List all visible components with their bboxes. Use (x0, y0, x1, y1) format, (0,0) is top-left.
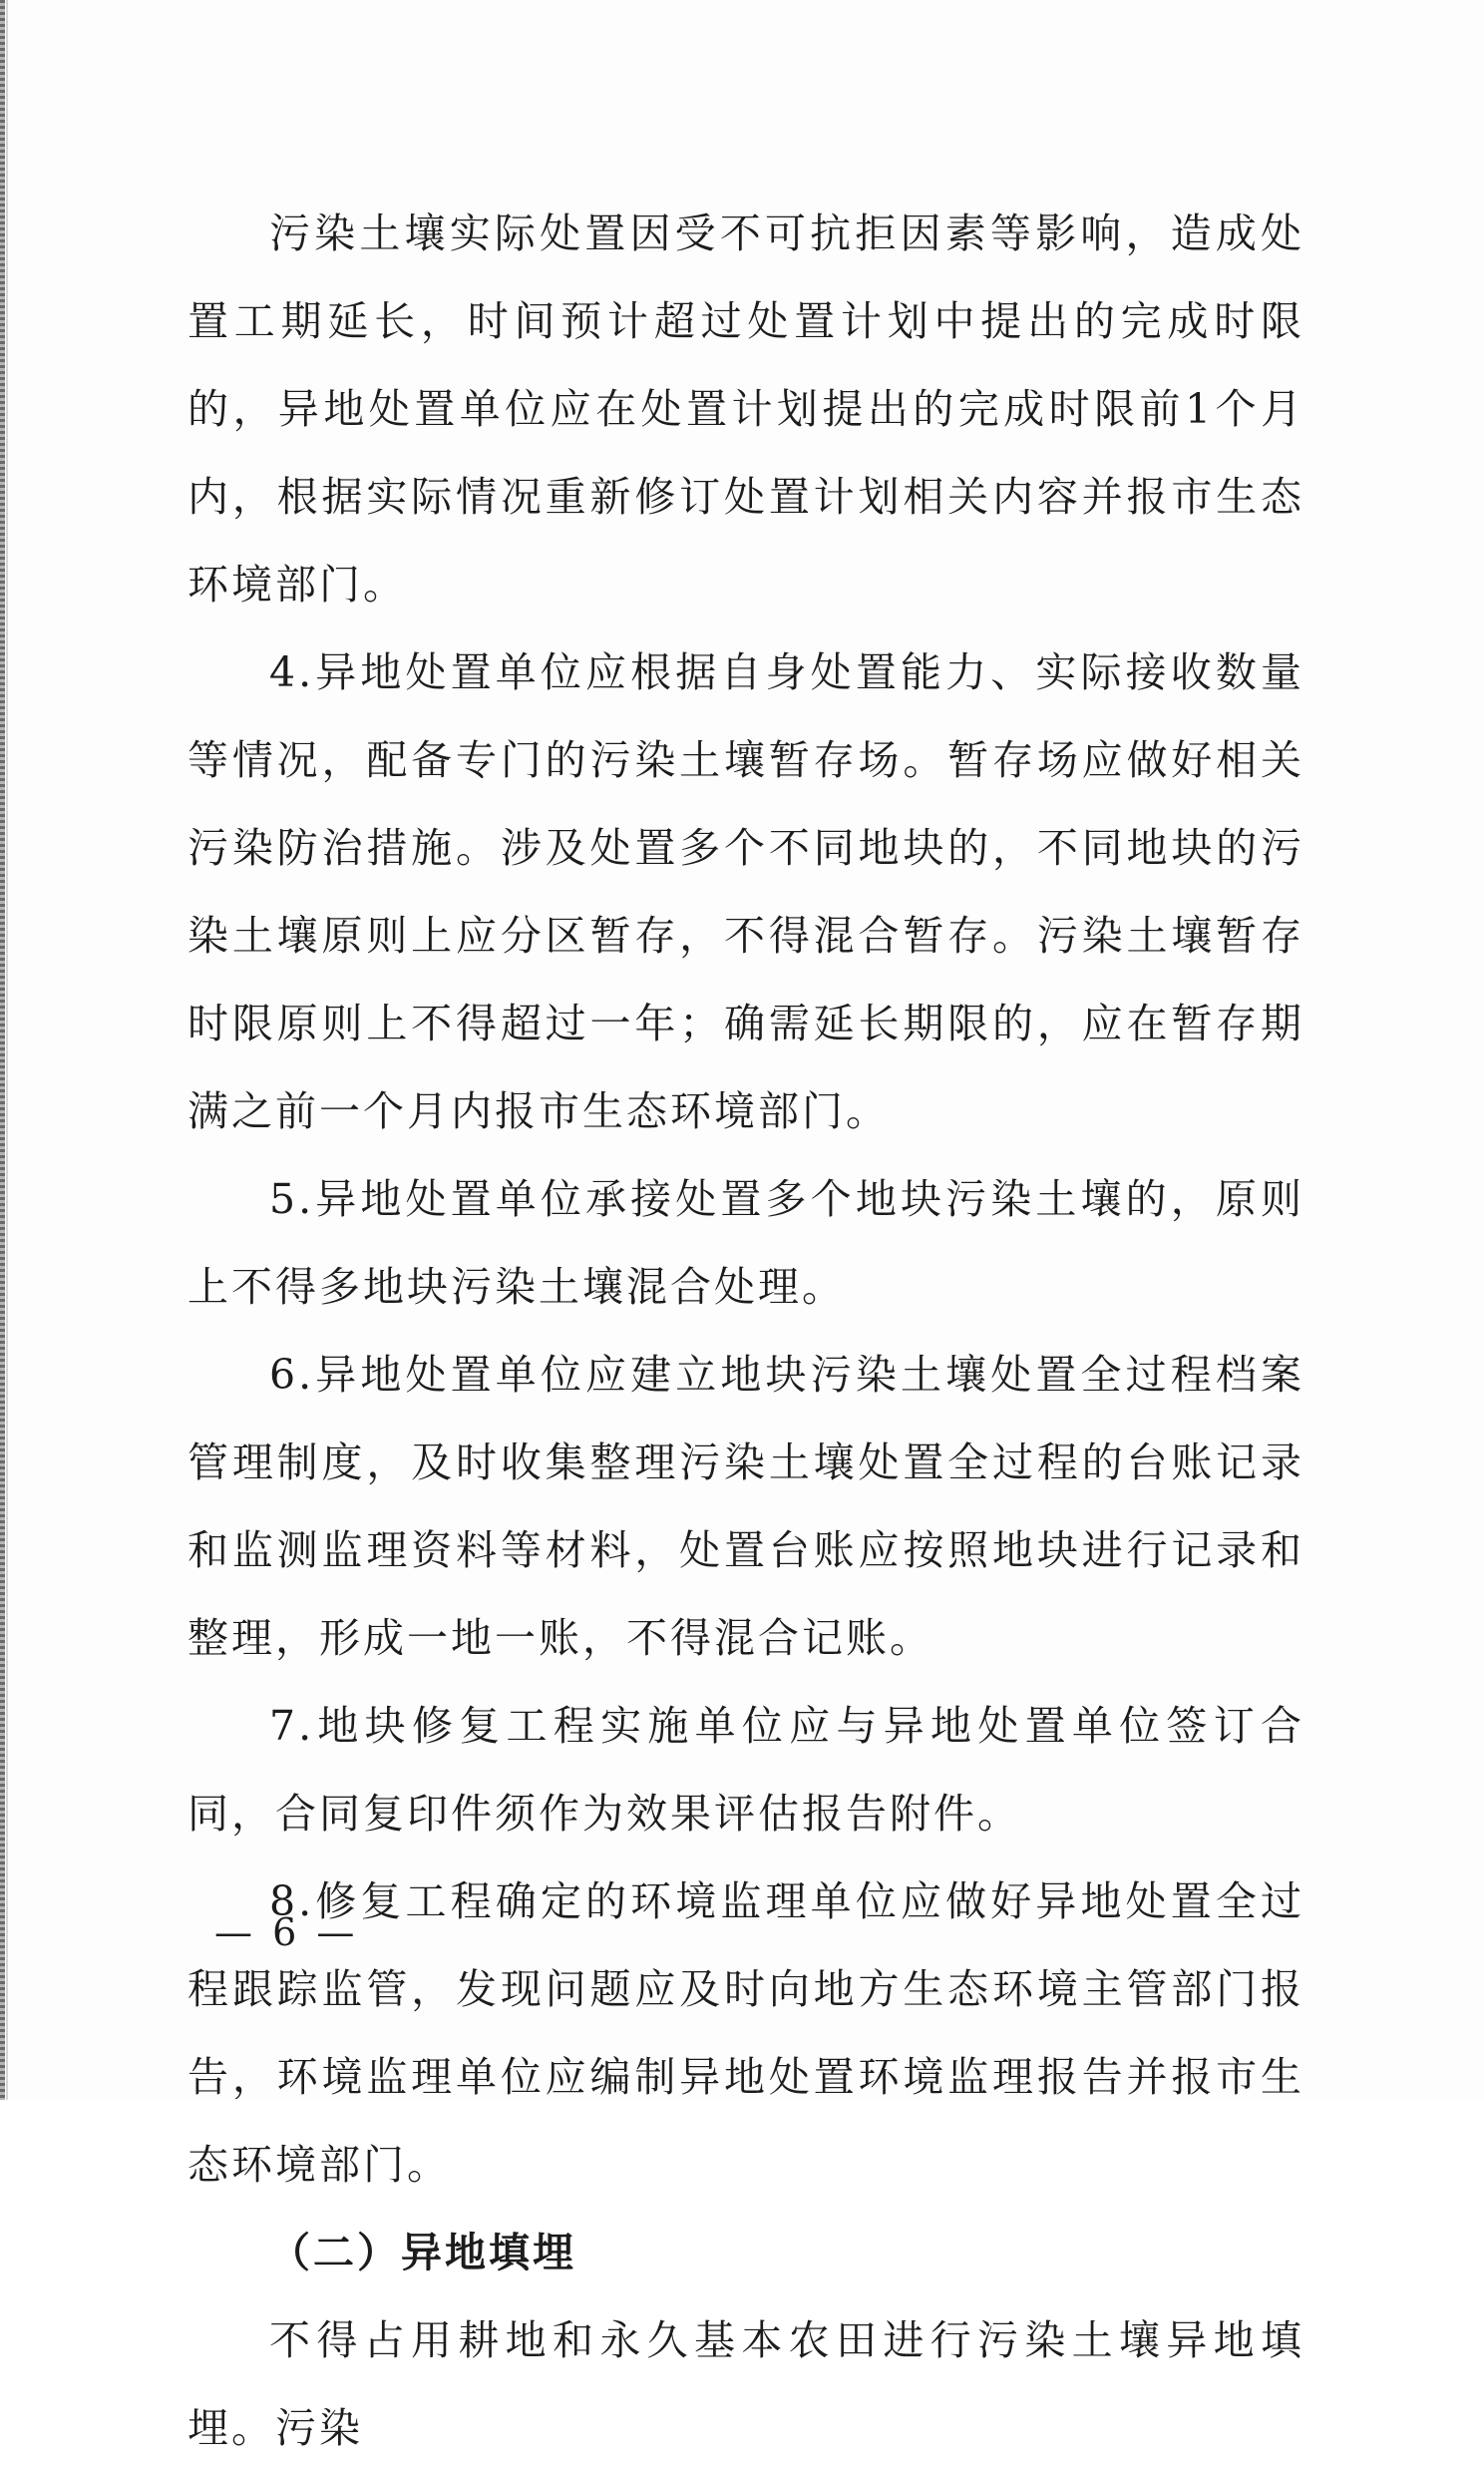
paragraph: 8.修复工程确定的环境监理单位应做好异地处置全过程跟踪监管，发现问题应及时向地方生态环境主管部门报告，环境监理单位应编制异地处置环境监理报告并报市生态环境部门。 (187, 1877, 1304, 2189)
paragraph: 7.地块修复工程实施单位应与异地处置单位签订合同，合同复印件须作为效果评估报告附件。 (187, 1702, 1304, 1838)
section-heading: （二）异地填埋 (269, 2229, 576, 2276)
document-body (187, 190, 1304, 2472)
paragraph: 4.异地处置单位应根据自身处置能力、实际接收数量等情况，配备专门的污染土壤暂存场。暂存场应做好相关污染防治措施。涉及处置多个不同地块的，不同地块的污染土壤原则上应分区暂存，不得混合暂存。污染土壤暂存时限原则上不得超过一年；确需延长期限的，应在暂存期满之前一个月内报市生态环境部门。 (187, 648, 1304, 1135)
scan-edge (0, 0, 5, 2100)
paragraph: 不得占用耕地和永久基本农田进行污染土壤异地填埋。污染 (187, 2316, 1304, 2452)
paragraph: 6.异地处置单位应建立地块污染土壤处置全过程档案管理制度，及时收集整理污染土壤处置全过程的台账记录和监测监理资料等材料，处置台账应按照地块进行记录和整理，形成一地一账，不得混合记账。 (187, 1351, 1304, 1662)
paragraph: 5.异地处置单位承接处置多个地块污染土壤的，原则上不得多地块污染土壤混合处理。 (187, 1175, 1304, 1311)
paragraph: 污染土壤实际处置因受不可抗拒因素等影响，造成处置工期延长，时间预计超过处置计划中提出的完成时限的，异地处置单位应在处置计划提出的完成时限前1个月内，根据实际情况重新修订处置计划相关内容并报市生态环境部门。 (187, 209, 1304, 609)
scan-edge-shadow (6, 0, 8, 2100)
page-number: — 6 — (214, 1910, 359, 1954)
